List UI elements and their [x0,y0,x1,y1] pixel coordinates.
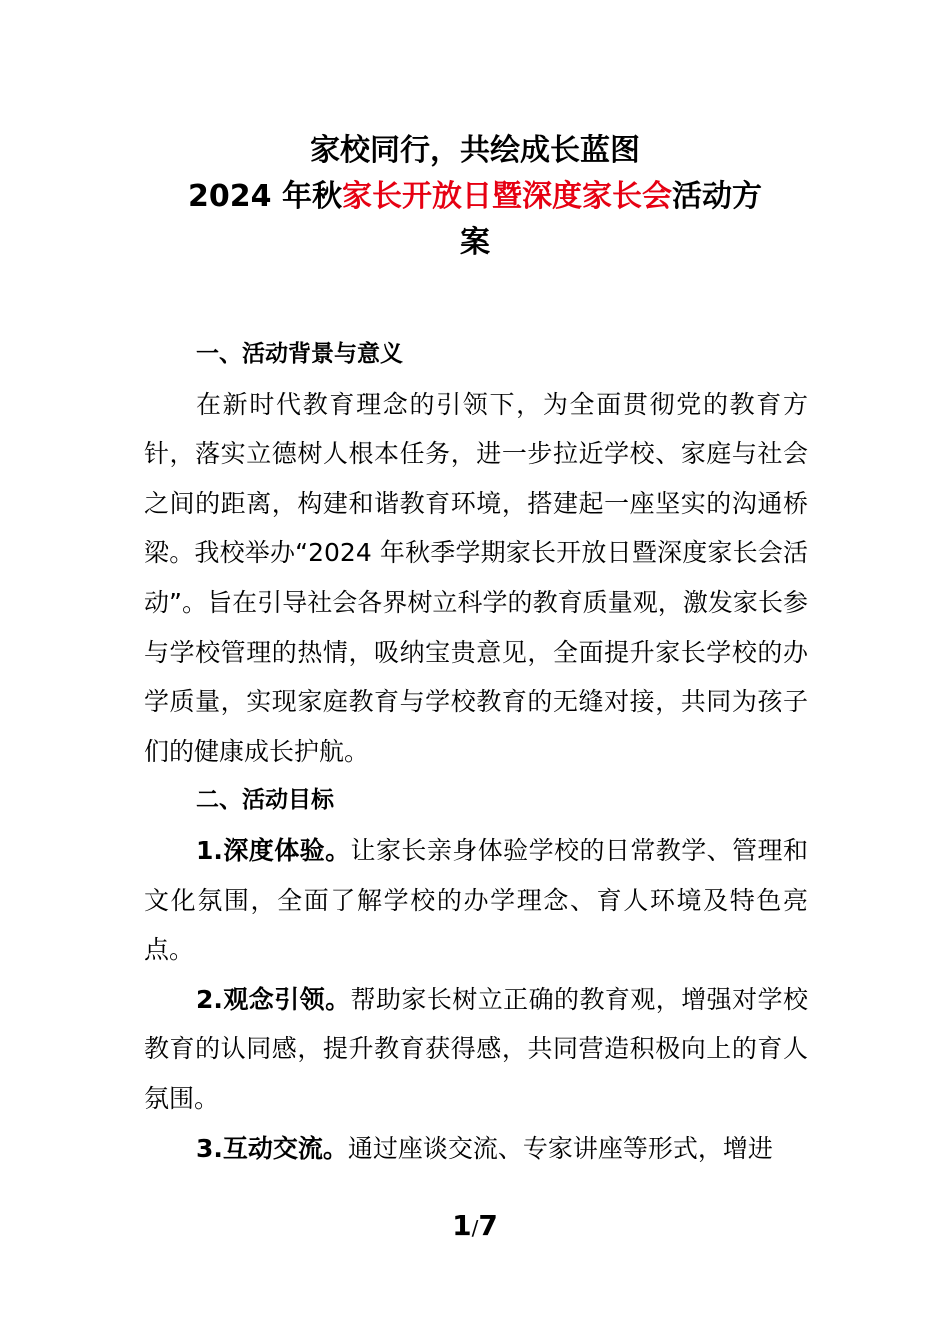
title-suffix: 活动方 [671,179,762,214]
goal-3-text: 通过座谈交流、专家讲座等形式，增进 [347,1133,773,1163]
goal-item-3 [144,1124,808,1174]
goal-2-lead: 2.观念引领。 [196,984,351,1014]
page-total: 7 [478,1209,498,1242]
title-highlight: 家长开放日暨深度家长会 [341,179,672,214]
goal-item-2 [144,975,808,1124]
page-separator: / [471,1216,479,1240]
section-heading-background: 一、活动背景与意义 [196,341,403,367]
goal-3-lead: 3.互动交流。 [196,1133,348,1163]
document-body [144,330,808,1173]
page-number [0,1206,950,1248]
page-current: 1 [452,1209,472,1242]
paragraph-background: 在新时代教育理念的引领下，为全面贯彻党的教育方针，落实立德树人根本任务，进一步拉近学校、家庭与社会之间的距离，构建和谐教育环境，搭建起一座坚实的沟通桥梁。我校举办“2024 年秋季学期家长开放日暨深度家长会活动”。旨在引导社会各界树立科学的教育质量观，激发家长参与学校管理的热情，吸纳宝贵意见，全面提升家长学校的办学质量，实现家庭教育与学校教育的无缝对接，共同为孩子们的健康成长护航。 [144,389,808,766]
goal-1-lead: 1.深度体验。 [196,835,351,865]
title-line-3: 案 [460,225,490,260]
goal-1-text: 让家长亲身体验学校的日常教学、管理和文化氛围，全面了解学校的办学理念、育人环境及特色亮点。 [144,835,808,965]
title-line-1: 家校同行，共绘成长蓝图 [310,133,640,168]
title-line-2 [140,174,810,220]
section-heading-goals: 二、活动目标 [196,787,334,814]
title-year: 2024 年秋 [188,179,342,214]
goal-2-text: 帮助家长树立正确的教育观，增强对学校教育的认同感，提升教育获得感，共同营造积极向上的育人氛围。 [144,984,808,1113]
goal-item-1 [144,826,808,975]
document-title [140,128,810,266]
